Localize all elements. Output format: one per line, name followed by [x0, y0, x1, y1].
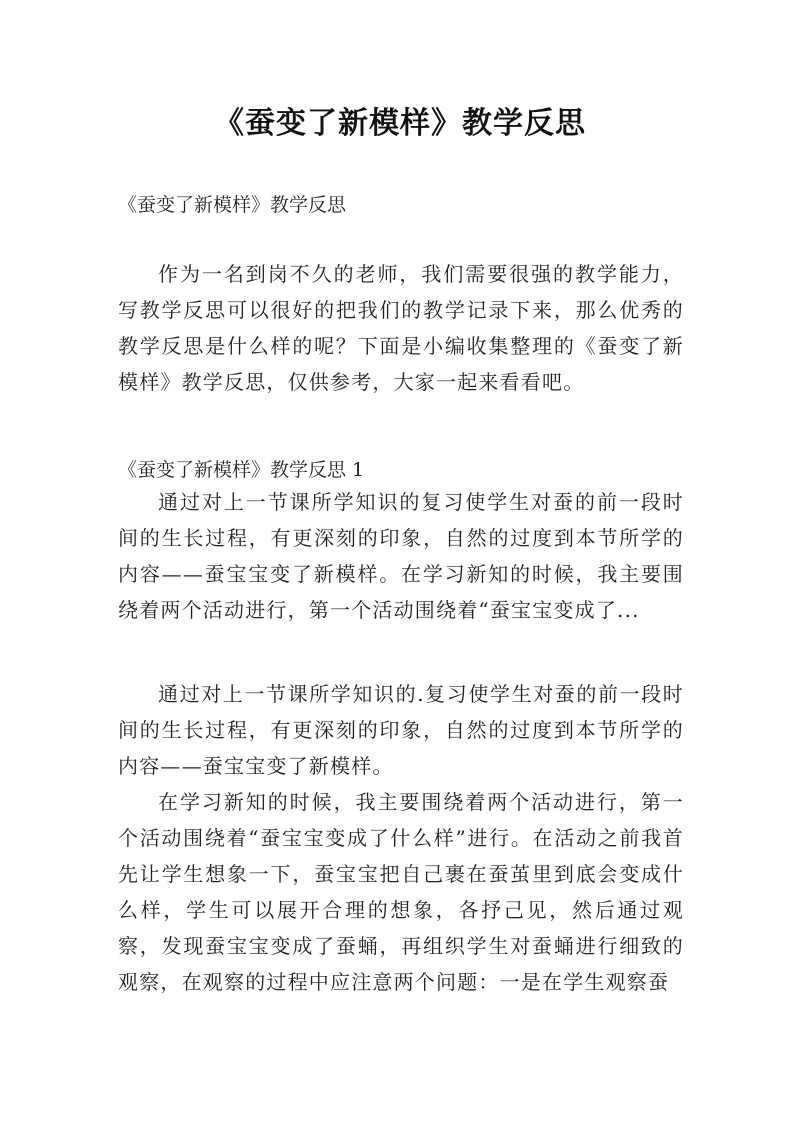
section-heading-1: 《蚕变了新模样》教学反思 1	[118, 459, 365, 481]
document-subtitle: 《蚕变了新模样》教学反思	[118, 194, 347, 216]
document-title: 《蚕变了新模样》教学反思	[214, 106, 586, 141]
body-paragraph-3: 在学习新知的时候，我主要围绕着两个活动进行，第一个活动围绕着“蚕宝宝变成了什么样”进行。在活动之前我首先让学生想象一下，蚕宝宝把自己裹在蚕茧里到底会变成什么样，学生可以展开合理的想象，各抒己见，然后通过观察，发现蚕宝宝变成了蚕蛹，再组织学生对蚕蛹进行细致的观察，在观察的过程中应注意两个问题：一是在学生观察蚕	[118, 790, 684, 994]
section1-summary-paragraph: 通过对上一节课所学知识的复习使学生对蚕的前一段时间的生长过程，有更深刻的印象，自然的过度到本节所学的内容——蚕宝宝变了新模样。在学习新知的时候，我主要围绕着两个活动进行，第一个活动围绕着“蚕宝宝变成了...	[118, 490, 684, 622]
intro-paragraph: 作为一名到岗不久的老师，我们需要很强的教学能力，写教学反思可以很好的把我们的教学记录下来，那么优秀的教学反思是什么样的呢？下面是小编收集整理的《蚕变了新模样》教学反思，仅供参考，大家一起来看看吧。	[118, 262, 684, 394]
body-paragraph-2: 通过对上一节课所学知识的.复习使学生对蚕的前一段时间的生长过程，有更深刻的印象，自然的过度到本节所学的内容——蚕宝宝变了新模样。	[118, 682, 684, 778]
